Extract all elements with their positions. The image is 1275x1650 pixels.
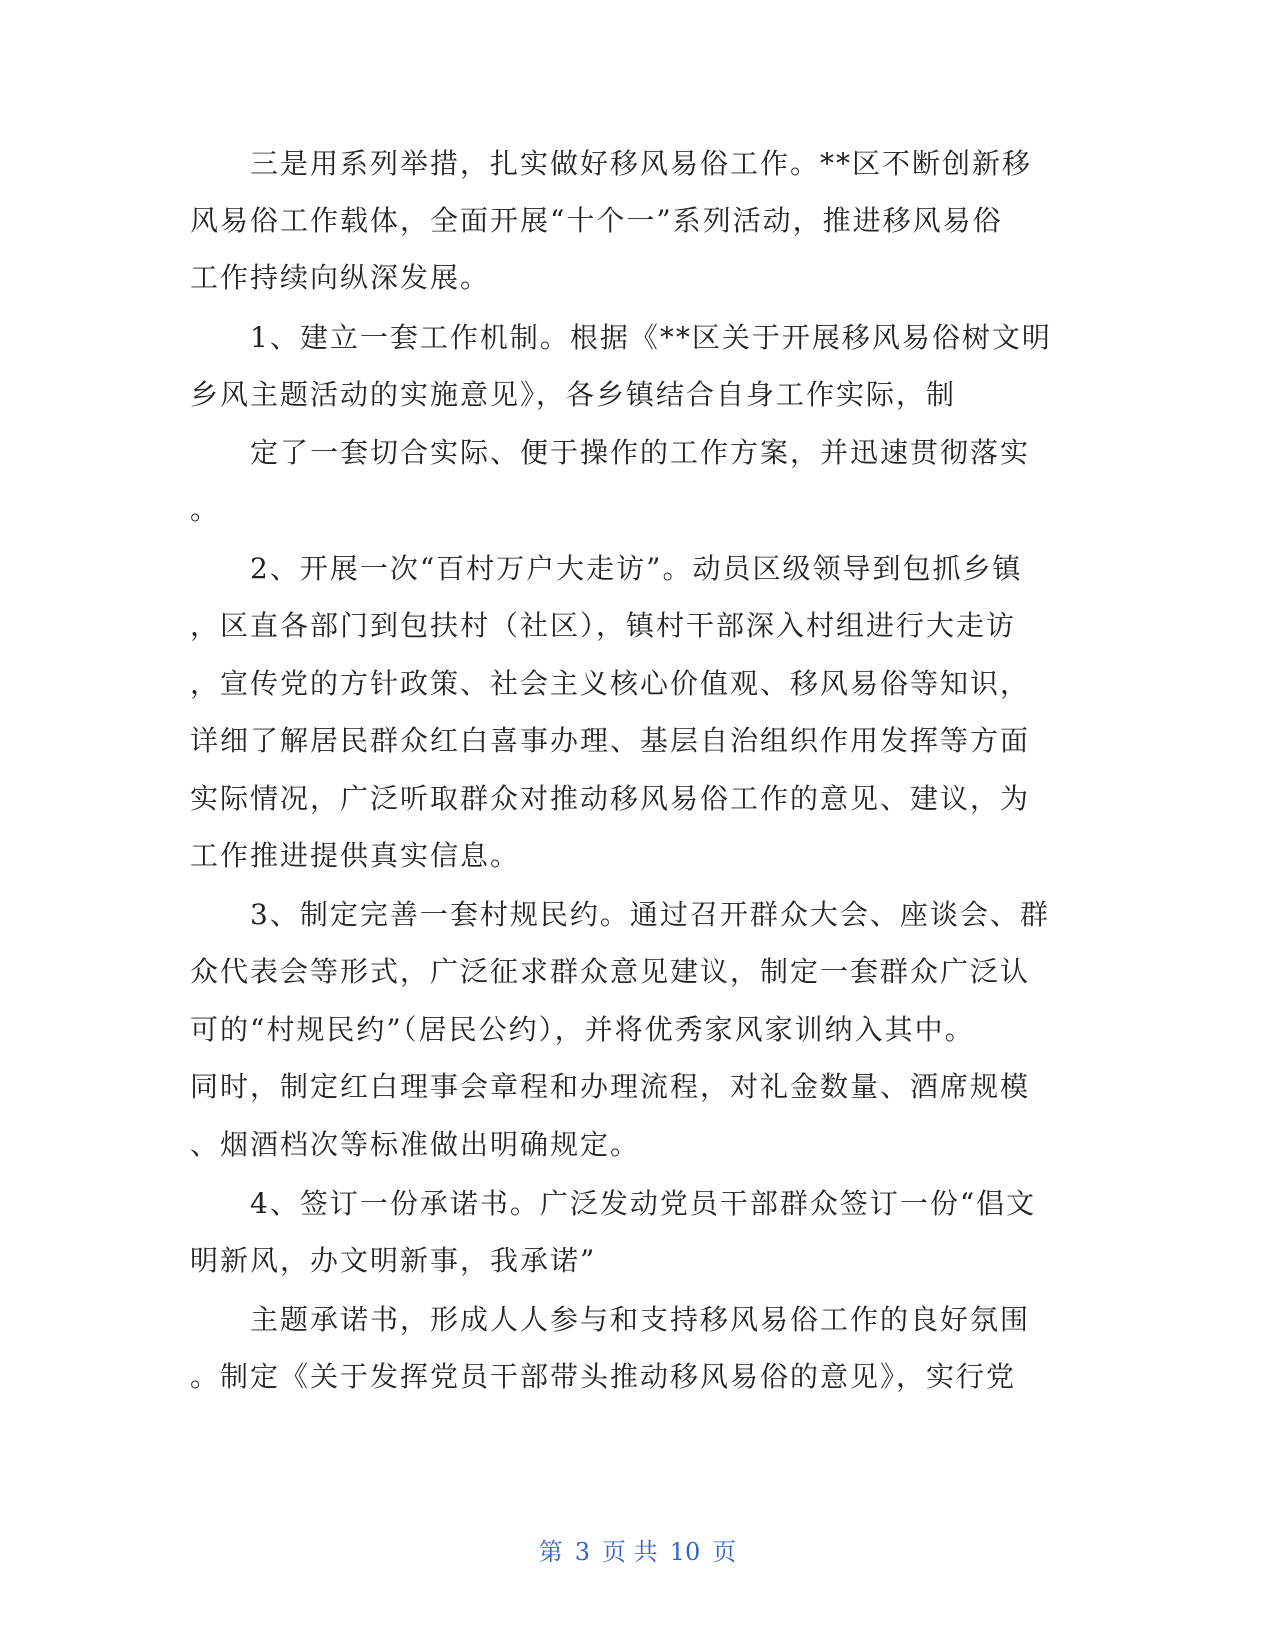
total-pages-number: 10 <box>669 1538 701 1566</box>
paragraph-4-line-6: 工作推进提供真实信息。 <box>190 839 521 872</box>
paragraph-4-line-2: ，区直各部门到包扶村（社区），镇村干部深入村组进行大走访 <box>190 609 1017 642</box>
current-page-number: 3 <box>574 1538 591 1566</box>
paragraph-6-line-2: 明新风，办文明新事，我承诺” <box>190 1244 597 1277</box>
paragraph-1-line-2: 风易俗工作载体，全面开展“十个一”系列活动，推进移风易俗 <box>190 204 1003 237</box>
paragraph-5-line-5: 、烟酒档次等标准做出明确规定。 <box>190 1128 641 1161</box>
paragraph-5-line-1: 3、制定完善一套村规民约。通过召开群众大会、座谈会、群 <box>250 898 1050 931</box>
paragraph-7-line-2: 。制定《关于发挥党员干部带头推动移风易俗的意见》，实行党 <box>190 1360 1017 1393</box>
paragraph-1-line-3: 工作持续向纵深发展。 <box>190 261 491 294</box>
paragraph-4-line-1: 2、开展一次“百村万户大走访”。动员区级领导到包抓乡镇 <box>250 552 1023 585</box>
paragraph-6-line-1: 4、签订一份承诺书。广泛发动党员干部群众签订一份“倡文 <box>250 1187 1037 1220</box>
paragraph-2-line-1: 1、建立一套工作机制。根据《**区关于开展移风易俗树文明 <box>250 321 1052 354</box>
paragraph-3-line-1: 定了一套切合实际、便于操作的工作方案，并迅速贯彻落实 <box>250 436 1031 469</box>
paragraph-5-line-4: 同时，制定红白理事会章程和办理流程，对礼金数量、酒席规模 <box>190 1070 1031 1103</box>
footer-prefix: 第 <box>538 1538 563 1566</box>
paragraph-3-line-2: 。 <box>190 493 221 526</box>
paragraph-5-line-2: 众代表会等形式，广泛征求群众意见建议，制定一套群众广泛认 <box>190 955 1031 988</box>
paragraph-1-line-1: 三是用系列举措，扎实做好移风易俗工作。**区不断创新移 <box>250 147 1033 180</box>
footer-suffix: 页 <box>712 1538 737 1566</box>
paragraph-4-line-4: 详细了解居民群众红白喜事办理、基层自治组织作用发挥等方面 <box>190 724 1031 757</box>
footer-middle: 页 共 <box>602 1538 658 1566</box>
page-number-footer <box>0 1537 1275 1567</box>
paragraph-5-line-3: 可的“村规民约”（居民公约），并将优秀家风家训纳入其中。 <box>190 1013 975 1046</box>
paragraph-2-line-2: 乡风主题活动的实施意见》，各乡镇结合自身工作实际，制 <box>190 378 957 411</box>
paragraph-7-line-1: 主题承诺书，形成人人参与和支持移风易俗工作的良好氛围 <box>250 1303 1031 1336</box>
paragraph-4-line-5: 实际情况，广泛听取群众对推动移风易俗工作的意见、建议，为 <box>190 782 1031 815</box>
paragraph-4-line-3: ，宣传党的方针政策、社会主义核心价值观、移风易俗等知识， <box>190 667 1031 700</box>
